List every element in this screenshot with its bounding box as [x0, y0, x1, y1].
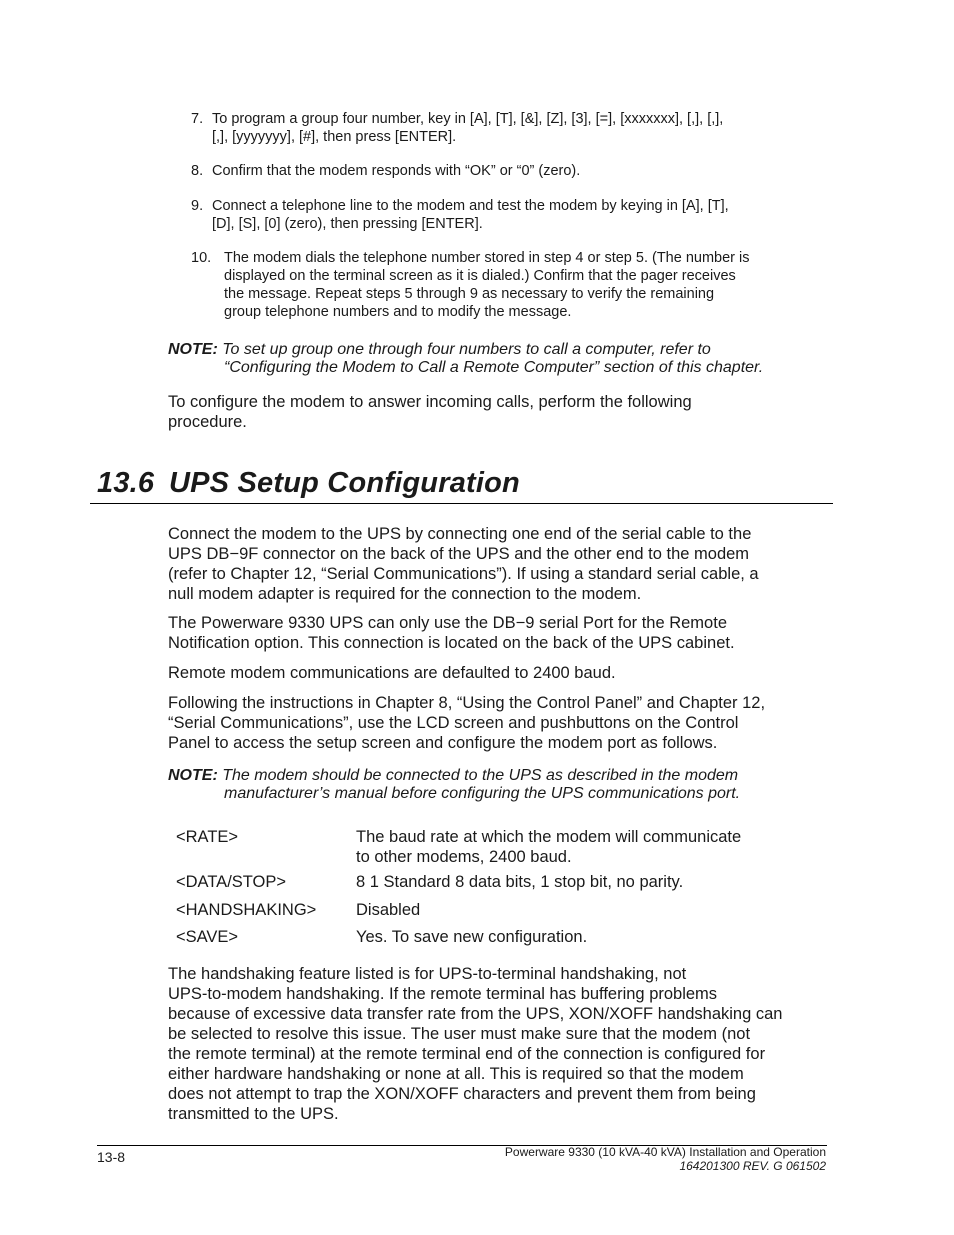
paragraph-line: Connect the modem to the UPS by connecting one end of the serial cable to the [168, 525, 752, 543]
section-number: 13.6 [97, 467, 155, 499]
paragraph-serial-port [168, 613, 818, 653]
paragraph-line: “Serial Communications”, use the LCD screen and pushbuttons on the Control [168, 714, 739, 732]
paragraph-line: procedure. [168, 413, 247, 431]
footer-title: Powerware 9330 (10 kVA-40 kVA) Installation and Operation [504, 1145, 826, 1159]
paragraph-line: The Powerware 9330 UPS can only use the DB−9 serial Port for the Remote [168, 614, 727, 632]
footer-info [505, 1145, 826, 1173]
step-number: 9. [191, 198, 204, 214]
paragraph-line: UPS DB−9F connector on the back of the UPS and the other end to the modem [168, 545, 750, 563]
paragraph-connect-modem [168, 524, 818, 604]
step-7 [191, 110, 821, 146]
note-text: The modem should be connected to the UPS as described in the modem [222, 767, 739, 784]
paragraph-line: To configure the modem to answer incoming calls, perform the following [168, 393, 692, 411]
paragraph-line: be selected to resolve this issue. The user must make sure that the modem (not [168, 1025, 751, 1043]
step-text: The modem dials the telephone number stored in step 4 or step 5. (The number is [224, 250, 750, 266]
step-text: the message. Repeat steps 5 through 9 as necessary to verify the remaining [224, 286, 715, 302]
step-text: To program a group four number, key in [A], [T], [&], [Z], [3], [=], [xxxxxxx], [,], [,], [212, 111, 724, 127]
paragraph-line: UPS-to-modem handshaking. If the remote terminal has buffering problems [168, 985, 718, 1003]
note-label: NOTE: [168, 341, 218, 358]
note-text: “Configuring the Modem to Call a Remote Computer” section of this chapter. [224, 359, 764, 376]
config-value-handshaking: Disabled [356, 901, 421, 919]
step-text: group telephone numbers and to modify the message. [224, 304, 572, 320]
config-key-handshaking: <HANDSHAKING> [176, 901, 317, 919]
note-modem-connection [168, 767, 828, 803]
paragraph-line: Following the instructions in Chapter 8, “Using the Control Panel” and Chapter 12, [168, 694, 766, 712]
step-10 [191, 249, 821, 321]
step-text: Connect a telephone line to the modem and test the modem by keying in [A], [T], [212, 198, 729, 214]
section-divider [90, 503, 833, 504]
note-text: To set up group one through four numbers to call a computer, refer to [222, 341, 711, 358]
step-number: 8. [191, 163, 204, 179]
section-title: UPS Setup Configuration [169, 467, 520, 499]
footer-revision: 164201300 REV. G 061502 [679, 1159, 826, 1173]
config-key-data-stop: <DATA/STOP> [176, 873, 287, 891]
paragraph-line: the remote terminal) at the remote terminal end of the connection is configured for [168, 1045, 766, 1063]
paragraph-handshaking [168, 964, 828, 1124]
section-heading [97, 464, 520, 502]
paragraph-line: does not attempt to trap the XON/XOFF characters and prevent them from being [168, 1085, 756, 1103]
step-text: Confirm that the modem responds with “OK” or “0” (zero). [212, 163, 581, 179]
paragraph-line: transmitted to the UPS. [168, 1105, 339, 1123]
paragraph-line: null modem adapter is required for the connection to the modem. [168, 585, 642, 603]
config-value-line: The baud rate at which the modem will communicate [356, 828, 742, 846]
step-9 [191, 197, 821, 233]
step-number: 7. [191, 111, 204, 127]
config-value-save: Yes. To save new configuration. [356, 928, 588, 946]
paragraph-line: Panel to access the setup screen and configure the modem port as follows. [168, 734, 718, 752]
config-value-line: to other modems, 2400 baud. [356, 848, 572, 866]
paragraph-line: (refer to Chapter 12, “Serial Communications”). If using a standard serial cable, a [168, 565, 759, 583]
step-text: [D], [S], [0] (zero), then pressing [ENTER]. [212, 216, 483, 232]
paragraph-instructions [168, 693, 818, 753]
paragraph-line: Notification option. This connection is located on the back of the UPS cabinet. [168, 634, 735, 652]
intro-paragraph [168, 392, 818, 432]
config-key-save: <SAVE> [176, 928, 239, 946]
config-key-rate: <RATE> [176, 828, 239, 846]
paragraph-baud-default [168, 663, 818, 683]
page-number: 13-8 [97, 1149, 126, 1165]
paragraph-line: because of excessive data transfer rate from the UPS, XON/XOFF handshaking can [168, 1005, 783, 1023]
step-text: [,], [yyyyyyy], [#], then press [ENTER]. [212, 129, 457, 145]
paragraph-line: The handshaking feature listed is for UPS-to-terminal handshaking, not [168, 965, 687, 983]
config-value-rate [356, 827, 796, 867]
step-number: 10. [191, 250, 212, 266]
note-label: NOTE: [168, 767, 218, 784]
paragraph-line: Remote modem communications are defaulted to 2400 baud. [168, 664, 616, 682]
step-8 [191, 162, 821, 180]
step-text: displayed on the terminal screen as it is dialed.) Confirm that the pager receives [224, 268, 736, 284]
note-text: manufacturer’s manual before configuring the UPS communications port. [224, 785, 741, 802]
note-group-numbers [168, 341, 828, 377]
config-value-data-stop: 8 1 Standard 8 data bits, 1 stop bit, no parity. [356, 873, 684, 891]
paragraph-line: either hardware handshaking or none at all. This is required so that the modem [168, 1065, 744, 1083]
